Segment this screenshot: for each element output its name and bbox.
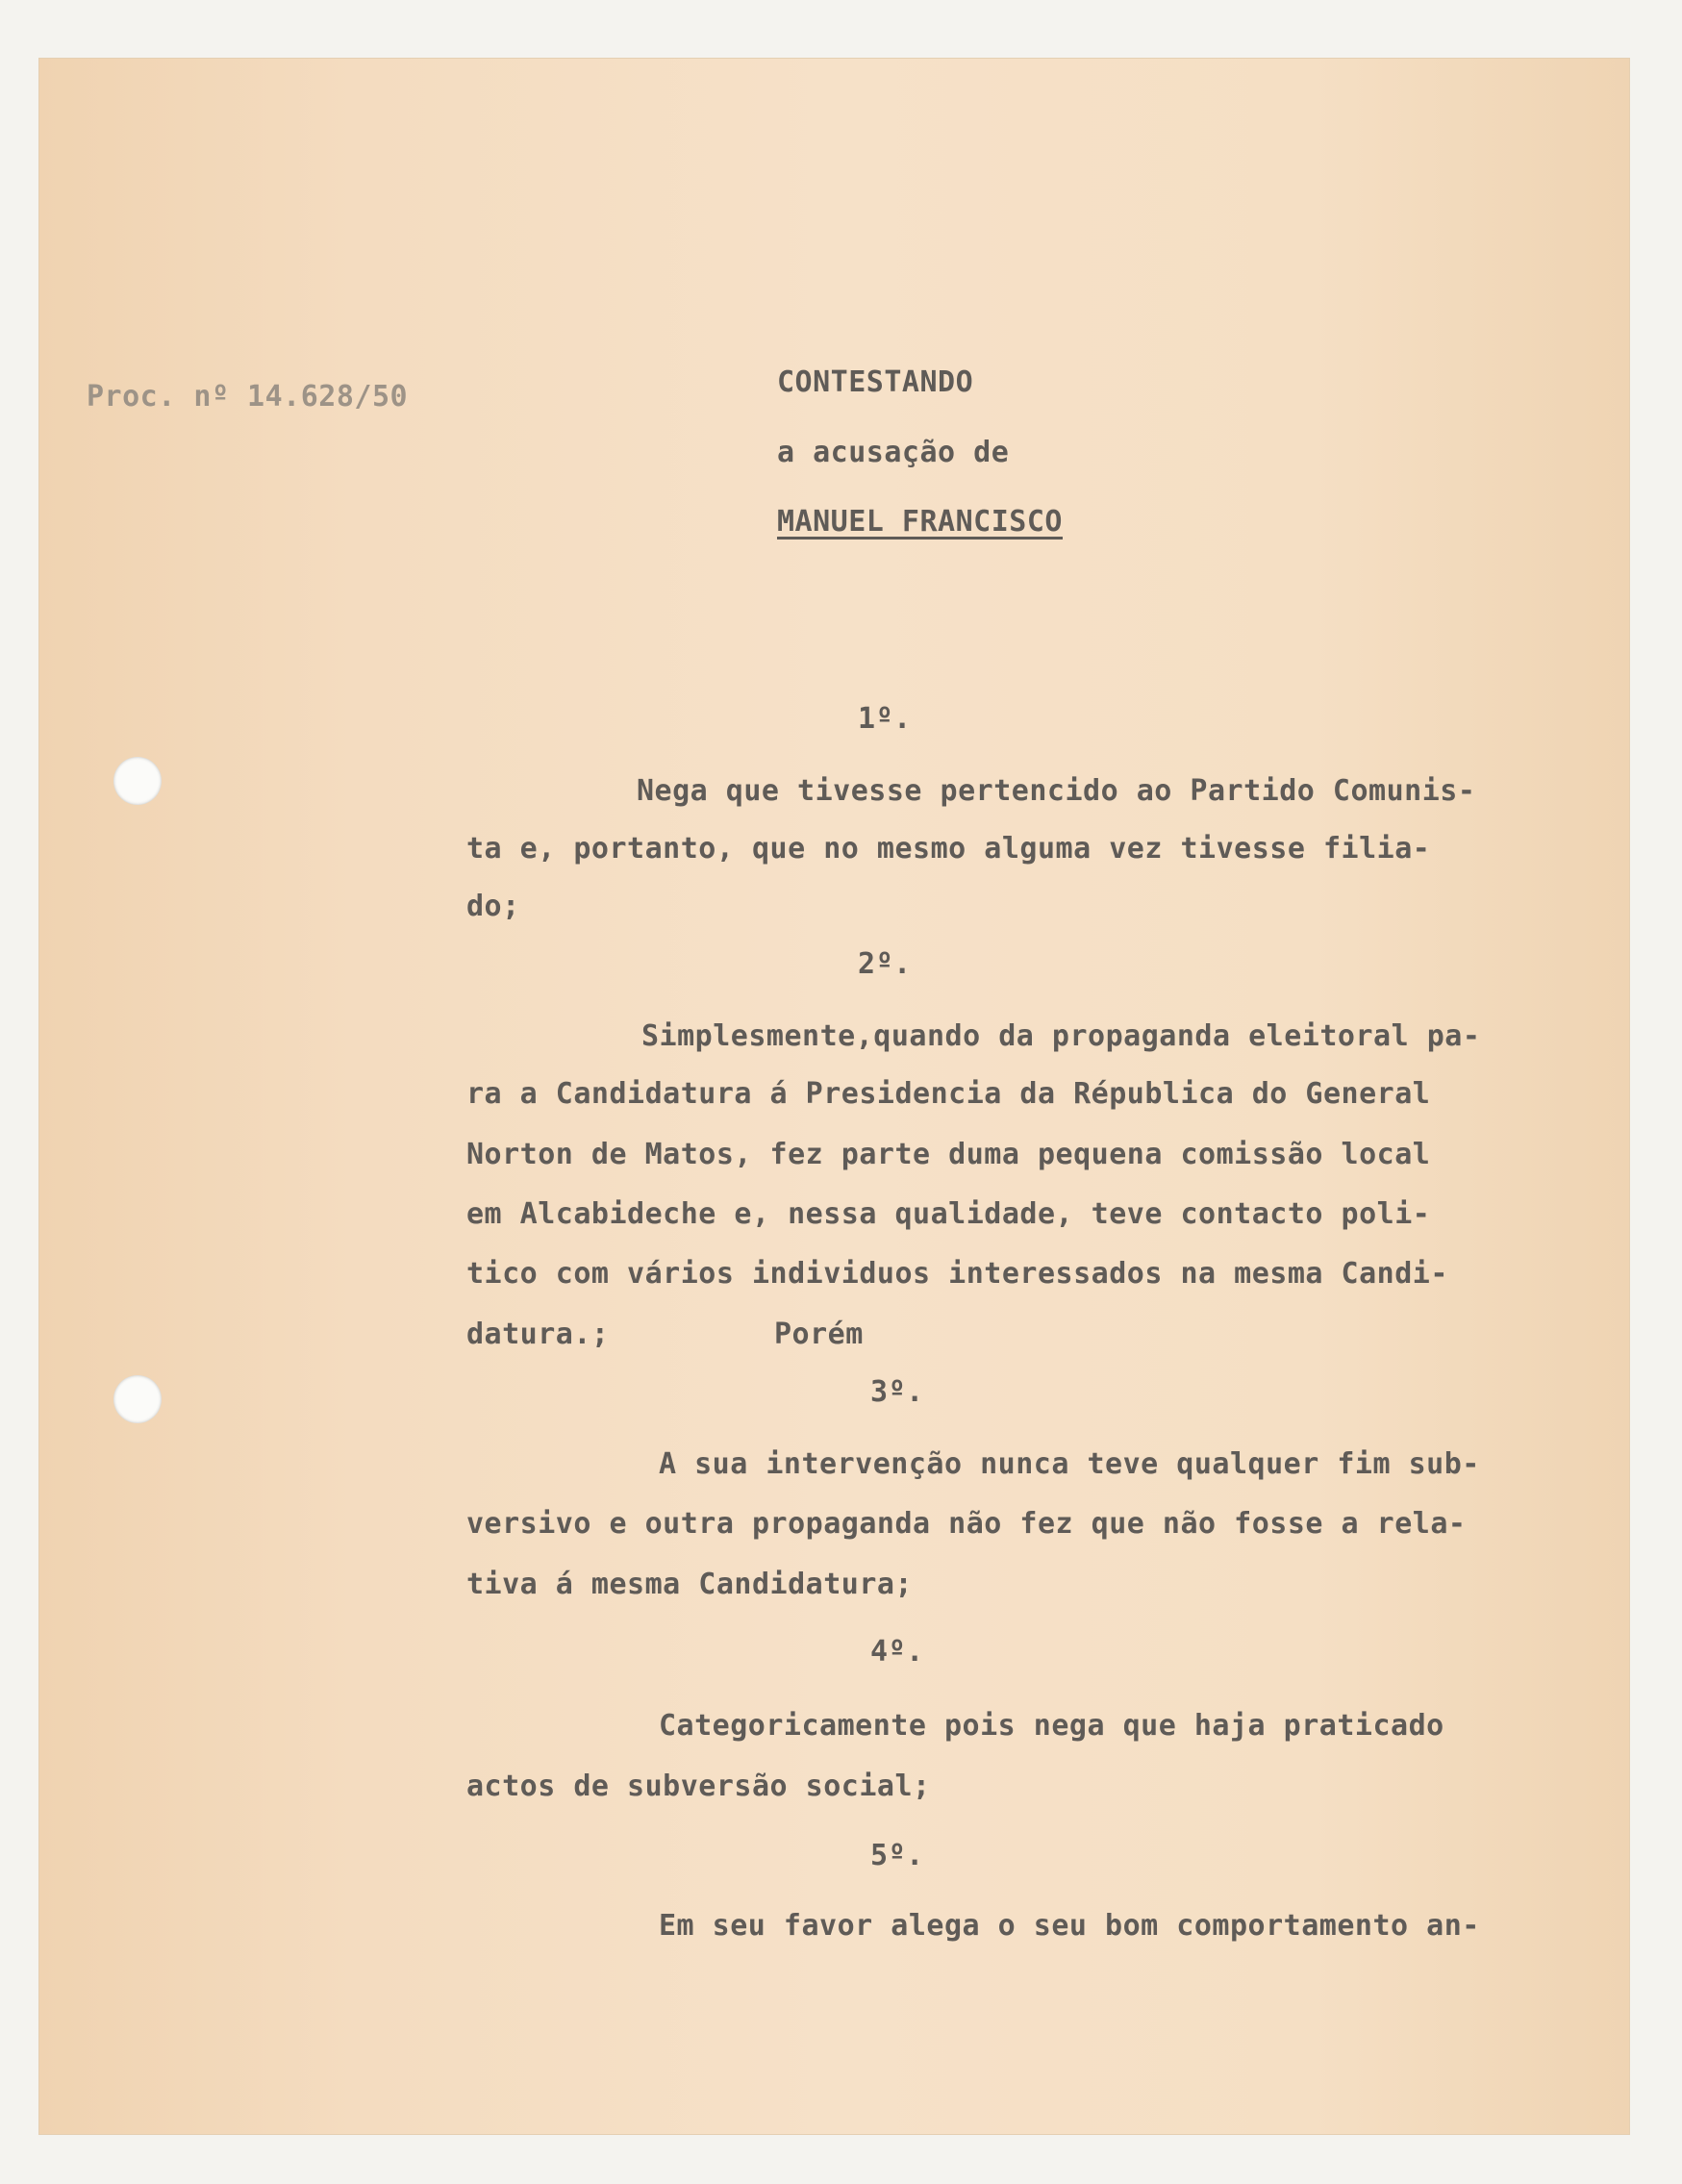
document-page <box>38 58 1630 2135</box>
section-3-line: A sua intervenção nunca teve qualquer fim sub- <box>659 1447 1480 1481</box>
section-2-line: datura.; <box>466 1318 610 1351</box>
section-2-trailing-word: Porém <box>774 1318 864 1351</box>
punch-hole-bottom <box>113 1375 162 1423</box>
section-1-line: ta e, portanto, que no mesmo alguma vez tivesse filia- <box>466 832 1431 866</box>
section-number-2: 2º. <box>858 947 912 981</box>
section-number-5: 5º. <box>870 1839 924 1872</box>
section-2-line: Simplesmente,quando da propaganda eleitoral pa- <box>641 1019 1481 1053</box>
document-subtitle: a acusação de <box>777 436 1010 469</box>
section-1-line: do; <box>466 890 520 923</box>
section-number-1: 1º. <box>858 702 912 736</box>
section-number-3: 3º. <box>870 1375 924 1409</box>
section-2-line: em Alcabideche e, nessa qualidade, teve contacto poli- <box>466 1197 1431 1231</box>
section-3-line: versivo e outra propaganda não fez que não fosse a rela- <box>466 1507 1467 1541</box>
punch-hole-top <box>113 757 162 805</box>
accused-name: MANUEL FRANCISCO <box>777 505 1063 539</box>
section-1-line: Nega que tivesse pertencido ao Partido Comunis- <box>637 774 1476 808</box>
section-5-line: Em seu favor alega o seu bom comportamento an- <box>659 1909 1480 1943</box>
section-4-line: Categoricamente pois nega que haja praticado <box>659 1709 1444 1743</box>
section-4-line: actos de subversão social; <box>466 1770 931 1803</box>
process-reference: Proc. nº 14.628/50 <box>87 380 409 414</box>
section-2-line: tico com vários individuos interessados na mesma Candi- <box>466 1257 1448 1291</box>
section-number-4: 4º. <box>870 1635 924 1669</box>
document-title: CONTESTANDO <box>777 365 974 399</box>
section-3-line: tiva á mesma Candidatura; <box>466 1568 914 1601</box>
section-2-line: Norton de Matos, fez parte duma pequena comissão local <box>466 1138 1431 1171</box>
bleed-through-decoration <box>490 332 1558 659</box>
section-2-line: ra a Candidatura á Presidencia da Républica do General <box>466 1077 1431 1111</box>
